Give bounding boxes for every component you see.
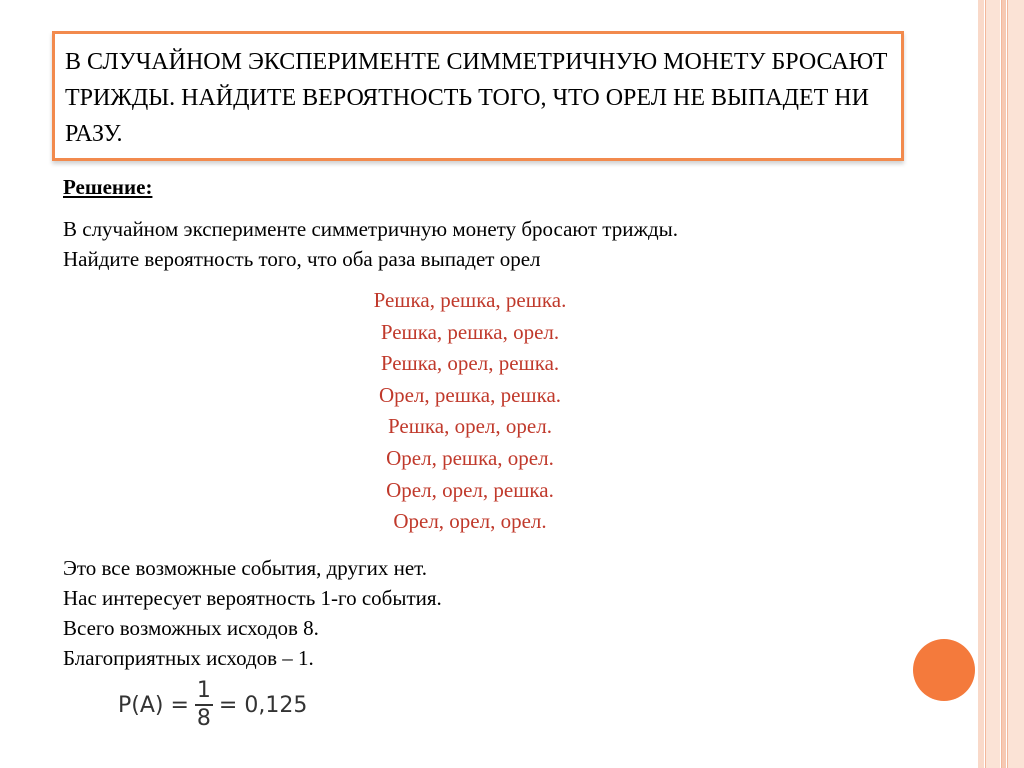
intro-line: В случайном эксперименте симметричную монету бросают трижды. [63, 217, 678, 241]
problem-title: В СЛУЧАЙНОМ ЭКСПЕРИМЕНТЕ СИММЕТРИЧНУЮ МОНЕТУ БРОСАЮТ ТРИЖДЫ. НАЙДИТЕ ВЕРОЯТНОСТЬ ТОГО, ЧТО ОРЕЛ НЕ ВЫПАДЕТ НИ РАЗУ. [65, 49, 888, 147]
outcome-item: Орел, орел, решка. [386, 477, 554, 502]
outcome-item: Орел, орел, орел. [393, 509, 547, 534]
title-box [52, 31, 904, 161]
outcome-item: Орел, решка, орел. [386, 445, 554, 470]
outcome-item: Решка, орел, решка. [380, 351, 560, 376]
probability-formula [118, 678, 307, 732]
decor-stripe [1002, 0, 1006, 768]
decor-stripe [978, 0, 984, 768]
decor-line [1001, 0, 1002, 768]
summary-paragraph [63, 553, 442, 673]
formula-lhs: P(A) = [118, 692, 189, 718]
solution-heading: Решение: [63, 175, 153, 199]
decor-line [1007, 0, 1008, 768]
summary-line: Всего возможных исходов 8. [63, 616, 319, 640]
intro-line: Найдите вероятность того, что оба раза выпадет орел [63, 247, 541, 271]
outcome-item: Решка, орел, орел. [388, 414, 552, 439]
decor-stripe [986, 0, 1000, 768]
intro-paragraph [63, 214, 678, 274]
decor-line [985, 0, 986, 768]
decor-stripe [1008, 0, 1024, 768]
fraction-numerator: 1 [196, 678, 211, 703]
outcome-item: Решка, решка, решка. [373, 288, 567, 312]
outcome-item: Орел, решка, решка. [378, 382, 562, 407]
outcomes-list [300, 285, 640, 538]
fraction-denominator: 8 [196, 706, 211, 731]
formula-fraction [195, 678, 213, 732]
formula-rhs: = 0,125 [218, 692, 308, 718]
summary-line: Это все возможные события, других нет. [63, 556, 428, 580]
outcome-item: Решка, решка, орел. [380, 319, 560, 344]
summary-line: Нас интересует вероятность 1-го события. [63, 586, 442, 610]
decor-circle [913, 639, 975, 701]
summary-line: Благоприятных исходов – 1. [63, 646, 314, 670]
